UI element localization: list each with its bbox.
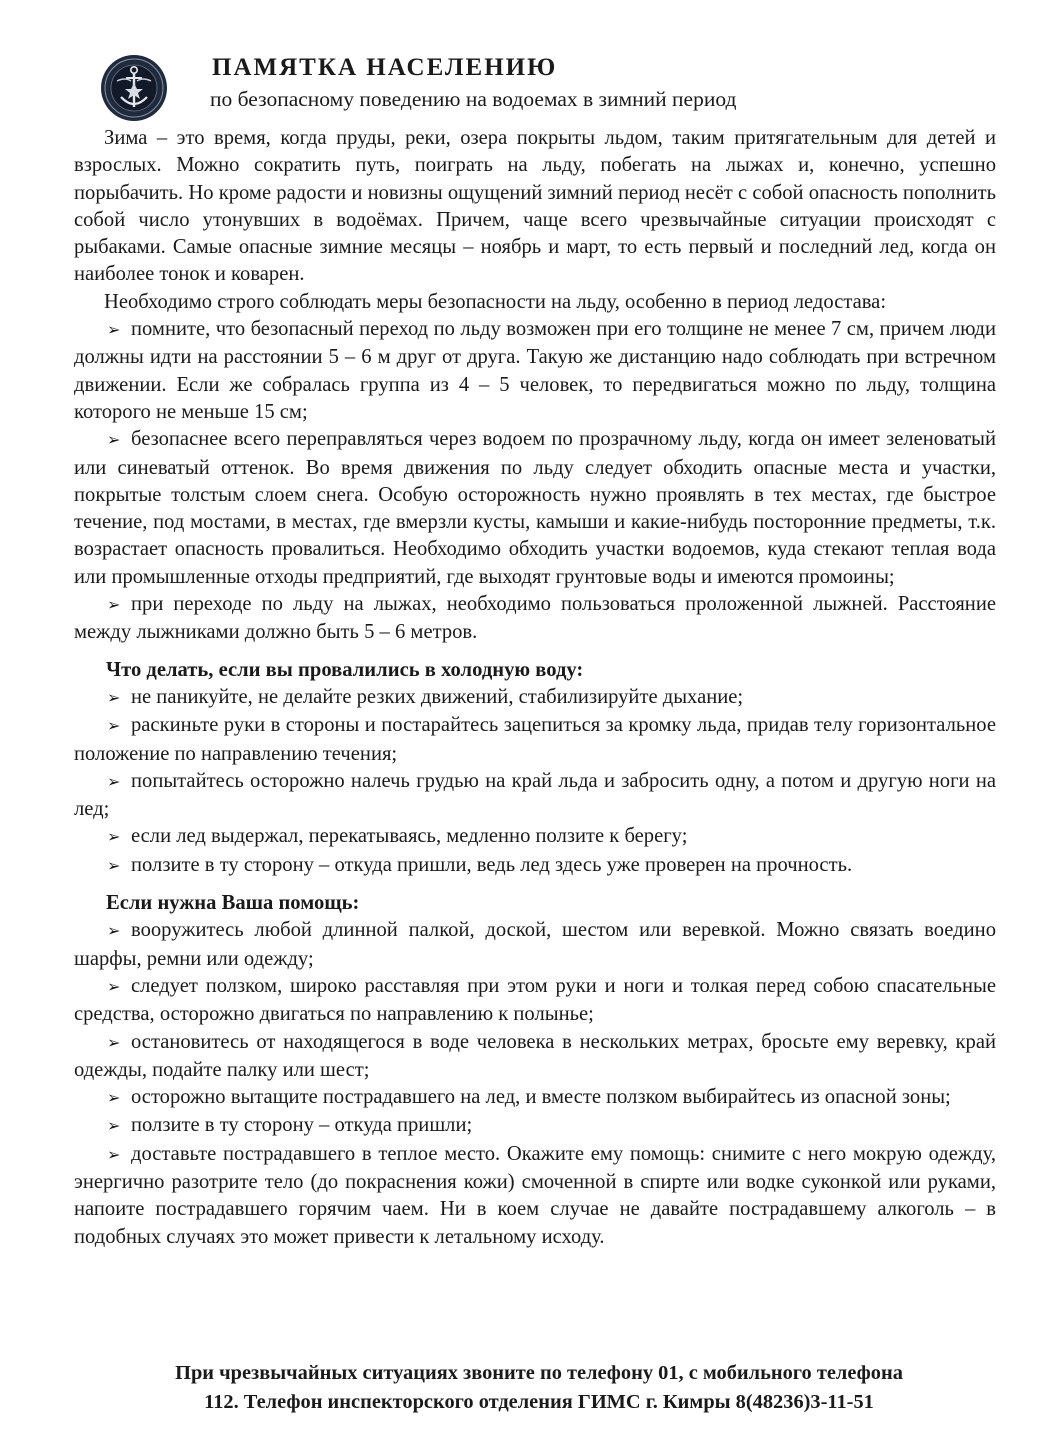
list-item: ➢ ползите в ту сторону – откуда пришли; — [74, 1112, 996, 1140]
arrow-bullet-icon: ➢ — [107, 773, 121, 791]
arrow-bullet-icon: ➢ — [107, 1146, 121, 1164]
intro-paragraph: Зима – это время, когда пруды, реки, озера покрыты льдом, таким притягательным для детей и взрослых. Можно сократить путь, поиграть на льду, побегать на лыжах и, конечно, успешно порыбачить. Но кроме радости и новизны ощущений зимний период несёт с собой опасность пополнить собой число утонувших в водоёмах. Причем, чаще всего чрезвычайные ситуации происходят с рыбаками. Самые опасные зимние месяцы – ноябрь и март, то есть первый и последний лед, когда он наиболее тонок и коварен. — [74, 127, 996, 286]
list-item: ➢ если лед выдержал, перекатываясь, медленно ползите к берегу; — [74, 823, 996, 851]
arrow-bullet-icon: ➢ — [107, 1090, 121, 1108]
list-item: ➢ осторожно вытащите пострадавшего на лед, и вместе ползком выбирайтесь из опасной зоны; — [74, 1084, 996, 1112]
arrow-bullet-icon: ➢ — [107, 978, 121, 996]
arrow-bullet-icon: ➢ — [107, 597, 121, 615]
page-subtitle: по безопасному поведению на водоемах в зимний период — [210, 87, 737, 111]
list-item: ➢ помните, что безопасный переход по льду возможен при его толщине не менее 7 см, причем люди должны идти на расстоянии 5 – 6 м друг от друга. Такую же дистанцию надо соблюдать при встречном движении. Если же собралась группа из 4 – 5 человек, то передвигаться можно по льду, толщина которого не меньше 15 см; — [74, 318, 996, 423]
header — [97, 50, 997, 130]
emergency-line-2: 112. Телефон инспекторского отделения ГИМС г. Кимры 8(48236)3-11-51 — [204, 1391, 874, 1413]
section-heading-help: Если нужна Ваша помощь: — [106, 892, 360, 915]
list-item: ➢ остановитесь от находящегося в воде человека в нескольких метрах, бросьте ему веревку, край одежды, подайте палку или шест; — [74, 1030, 996, 1081]
section-heading-fell-in: Что делать, если вы провалились в холодную воду: — [106, 658, 584, 681]
arrow-bullet-icon: ➢ — [107, 1034, 121, 1052]
emergency-contacts — [74, 1359, 1004, 1417]
arrow-bullet-icon: ➢ — [107, 829, 121, 847]
list-item: ➢ не паникуйте, не делайте резких движений, стабилизируйте дыхание; — [74, 684, 996, 712]
arrow-bullet-icon: ➢ — [107, 923, 121, 941]
arrow-bullet-icon: ➢ — [107, 857, 121, 875]
list-item: ➢ ползите в ту сторону – откуда пришли, ведь лед здесь уже проверен на прочность. — [74, 852, 996, 880]
arrow-bullet-icon: ➢ — [107, 718, 121, 736]
safety-lead: Необходимо строго соблюдать меры безопасности на льду, особенно в период ледостава: — [104, 290, 887, 313]
list-item: ➢ раскиньте руки в стороны и постарайтесь зацепиться за кромку льда, придав телу горизонтальное положение по направлению течения; — [74, 714, 996, 765]
list-item: ➢ доставьте пострадавшего в теплое место. Окажите ему помощь: снимите с него мокрую одежду, энергично разотрите тело (до покраснения кожи) смоченной в спирте или водке суконкой или руками, напоите пострадавшего горячим чаем. Ни в коем случае не давайте пострадавшему алкоголь – в подобных случаях это может привести к летальному исходу. — [74, 1142, 996, 1248]
list-item: ➢ при переходе по льду на лыжах, необходимо пользоваться проложенной лыжней. Расстояние между лыжниками должно быть 5 – 6 метров. — [74, 593, 996, 644]
arrow-bullet-icon: ➢ — [107, 689, 121, 707]
arrow-bullet-icon: ➢ — [107, 1118, 121, 1136]
memo-body — [74, 125, 996, 1251]
anchor-emblem-icon — [99, 53, 169, 123]
list-item: ➢ следует ползком, широко расставляя при этом руки и ноги и толкая перед собою спасательные средства, осторожно двигаться по направлению к полынье; — [74, 974, 996, 1026]
arrow-bullet-icon: ➢ — [107, 432, 121, 450]
page-title: ПАМЯТКА НАСЕЛЕНИЮ — [212, 54, 558, 81]
list-item: ➢ вооружитесь любой длинной палкой, доской, шестом или веревкой. Можно связать воедино шарфы, ремни или одежду; — [74, 919, 996, 970]
list-item: ➢ безопаснее всего переправляться через водоем по прозрачному льду, когда он имеет зеленоватый или синеватый оттенок. Во время движения по льду следует обходить опасные места и участки, покрытые толстым слоем снега. Особую осторожность нужно проявлять в тех местах, где быстрое течение, под мостами, в местах, где вмерзли кусты, камыши и какие-нибудь посторонние предметы, т.к. возрастает опасность провалиться. Необходимо обходить участки водоемов, куда стекают теплая вода или промышленные отходы предприятий, где выходят грунтовые воды и имеются промоины; — [74, 428, 996, 588]
arrow-bullet-icon: ➢ — [107, 322, 121, 340]
list-item: ➢ попытайтесь осторожно налечь грудью на край льда и забросить одну, а потом и другую ноги на лед; — [74, 769, 996, 821]
emergency-line-1: При чрезвычайных ситуациях звоните по телефону 01, с мобильного телефона — [175, 1362, 903, 1384]
